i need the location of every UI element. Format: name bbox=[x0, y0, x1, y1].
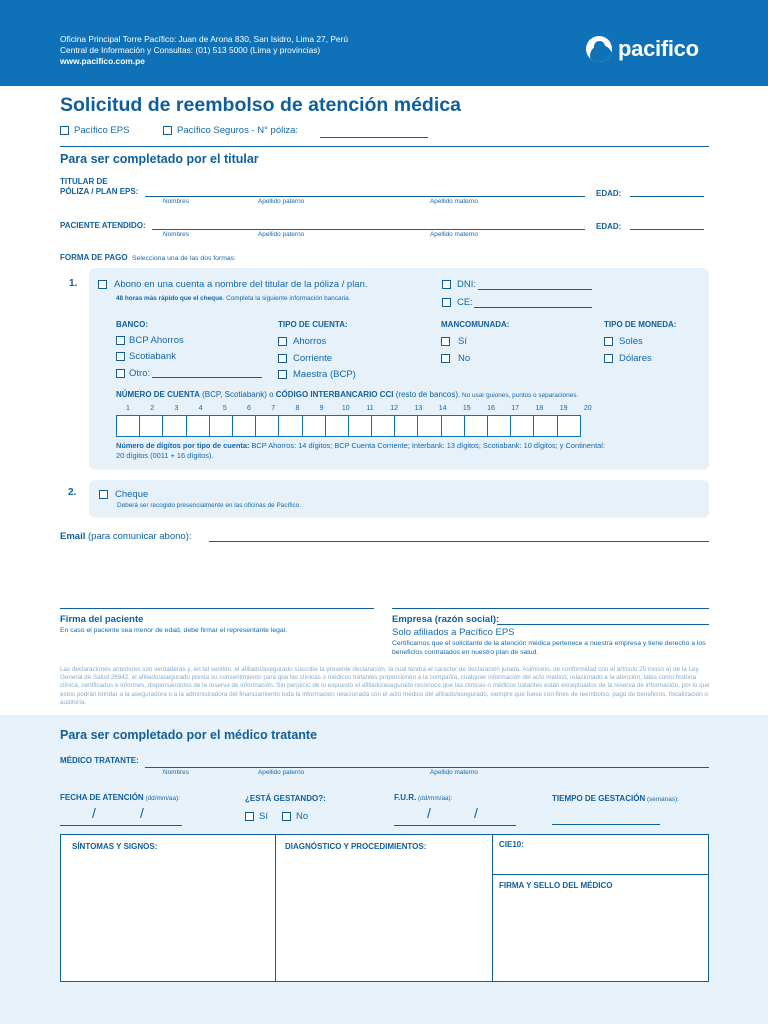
pago2-number: 2. bbox=[68, 487, 77, 498]
option-cheque[interactable] bbox=[99, 489, 148, 500]
digit-index-11: 11 bbox=[366, 405, 374, 412]
cuenta-heading-b1: NÚMERO DE CUENTA bbox=[116, 390, 200, 399]
medico-label: MÉDICO TRATANTE: bbox=[60, 756, 139, 765]
legal-declaration: Las declaraciones anteriores son verdaderas y, en tal sentido, el afiliado/asegurado suscribe la presente declaración, la cual tendrá el carácter de declaración jurada. Asimismo, de conformidad con el artículo 25 inciso a) de la Ley General de Salud 26842, el afiliado/asegurado presta su consentimiento para que las clínicas o médicos tratantes proporcionen a la compañía, cualquier información del acto médico, relacionado a la atención, tales como historia clínica, certificados e informes, dispensándolos de la reserva de información. Sin perjuicio de lo expuesto el afiliado/asegurado reconoce que las clínicas o médicos tratantes están exceptuados de la reserva de información, por lo que estos podrán brindar a la aseguradora o a la administradora del financiamiento toda la información relacionada con el acto médico del afiliado/asegurado, siempre que fuese con fines de reembolso, pago de beneficios, fiscalización o auditoría. bbox=[60, 666, 710, 706]
digit-index-1: 1 bbox=[126, 405, 130, 412]
abono-hint-text: . Completa la siguiente información bancaria. bbox=[222, 295, 351, 302]
empresa-label: Empresa (razón social): bbox=[392, 614, 500, 625]
forma-pago-label: FORMA DE PAGO bbox=[60, 253, 128, 262]
section-titular-title: Para ser completado por el titular bbox=[60, 152, 259, 166]
titular-edad-label: EDAD: bbox=[596, 189, 622, 198]
titular-materno-caption: Apellido materno bbox=[430, 198, 478, 205]
fecha-atencion-label bbox=[60, 793, 180, 802]
option-seguros[interactable] bbox=[163, 125, 298, 136]
firma-paciente-line[interactable] bbox=[60, 608, 374, 609]
titular-edad-field[interactable] bbox=[630, 196, 704, 197]
medico-materno-caption: Apellido materno bbox=[430, 769, 478, 776]
ce-field[interactable] bbox=[474, 307, 592, 308]
email-field[interactable] bbox=[209, 541, 709, 542]
account-digit-box-7[interactable] bbox=[255, 415, 279, 437]
digit-index-12: 12 bbox=[390, 405, 399, 412]
gestando-si-checkbox[interactable] bbox=[245, 812, 254, 821]
abono-hint bbox=[116, 295, 350, 302]
fecha-atencion-bold: FECHA DE ATENCIÓN bbox=[60, 793, 144, 802]
diagnostico-label: DIAGNÓSTICO Y PROCEDIMIENTOS: bbox=[285, 842, 427, 851]
firma-sello-label: FIRMA Y SELLO DEL MÉDICO bbox=[499, 881, 613, 890]
cheque-checkbox[interactable] bbox=[99, 490, 108, 499]
fur-slash-2: / bbox=[474, 805, 478, 821]
cuenta-heading-n1: (BCP, Scotiabank) o bbox=[199, 390, 276, 399]
account-digit-box-10[interactable] bbox=[325, 415, 349, 437]
fecha-slash-2: / bbox=[140, 805, 144, 821]
otro-field[interactable] bbox=[152, 377, 262, 378]
option-ahorros[interactable] bbox=[278, 336, 326, 347]
fur-slash-1: / bbox=[427, 805, 431, 821]
header-contact-info bbox=[60, 34, 348, 67]
header-website-link[interactable]: www.pacifico.com.pe bbox=[60, 56, 145, 66]
account-digit-box-18[interactable] bbox=[510, 415, 534, 437]
digit-index-3: 3 bbox=[174, 405, 179, 412]
poliza-number-field[interactable] bbox=[320, 137, 428, 138]
fecha-atencion-hint: (dd/mm/aa): bbox=[143, 795, 180, 802]
sintomas-box[interactable] bbox=[60, 834, 276, 982]
header-phones: Central de Información y Consultas: (01) 513 5000 (Lima y provincias) bbox=[60, 45, 321, 55]
empresa-field[interactable] bbox=[497, 624, 709, 625]
digit-index-9: 9 bbox=[319, 405, 324, 412]
dolares-checkbox[interactable] bbox=[604, 354, 613, 363]
option-ce[interactable] bbox=[442, 297, 473, 308]
option-abono[interactable] bbox=[98, 279, 368, 290]
fur-bold: F.U.R. bbox=[394, 793, 417, 802]
empresa-signature-line[interactable] bbox=[392, 608, 709, 609]
option-gestando-no[interactable] bbox=[282, 811, 308, 822]
tiempo-gestacion-field[interactable] bbox=[552, 824, 660, 825]
medico-paterno-caption: Apellido paterno bbox=[258, 769, 305, 776]
email-label-hint: (para comunicar abono): bbox=[85, 531, 192, 542]
medico-name-field[interactable] bbox=[145, 767, 709, 768]
digit-index-20: 20 bbox=[583, 405, 592, 412]
gestando-si-label: Sí bbox=[259, 811, 268, 822]
ahorros-label: Ahorros bbox=[293, 336, 327, 347]
pago2-panel bbox=[89, 480, 709, 518]
paciente-materno-caption: Apellido materno bbox=[430, 231, 478, 238]
account-number-boxes[interactable] bbox=[116, 415, 580, 437]
dni-field[interactable] bbox=[478, 289, 592, 290]
cuenta-heading-n2: (resto de bancos). bbox=[393, 390, 461, 399]
tipo-cuenta-label: TIPO DE CUENTA: bbox=[278, 320, 348, 329]
cheque-hint: Deberá ser recogido presencialmente en las oficinas de Pacífico. bbox=[117, 502, 302, 509]
account-digit-box-4[interactable] bbox=[186, 415, 210, 437]
account-digit-box-9[interactable] bbox=[302, 415, 326, 437]
paciente-edad-field[interactable] bbox=[630, 229, 704, 230]
fur-label bbox=[394, 793, 452, 802]
header-bar bbox=[0, 0, 768, 86]
option-otro[interactable] bbox=[116, 368, 150, 379]
scotiabank-checkbox[interactable] bbox=[116, 352, 125, 361]
scotiabank-label: Scotiabank bbox=[129, 351, 177, 362]
paciente-edad-label: EDAD: bbox=[596, 222, 622, 231]
diagnostico-box[interactable] bbox=[275, 834, 493, 982]
abono-checkbox[interactable] bbox=[98, 280, 107, 289]
fur-field[interactable] bbox=[394, 825, 516, 826]
logo-icon bbox=[586, 36, 612, 62]
paciente-paterno-caption: Apellido paterno bbox=[258, 231, 305, 238]
digitos-note bbox=[116, 441, 606, 461]
account-digit-box-16[interactable] bbox=[464, 415, 488, 437]
digitos-note-bold: Número de dígitos por tipo de cuenta: bbox=[116, 441, 250, 450]
tiempo-gestacion-hint: (semanas): bbox=[645, 796, 679, 803]
firma-sello-box[interactable] bbox=[492, 874, 709, 982]
account-digit-box-8[interactable] bbox=[278, 415, 302, 437]
forma-pago-hint: Selecciona una de las dos formas: bbox=[132, 255, 236, 262]
account-digit-box-2[interactable] bbox=[139, 415, 163, 437]
digit-index-19: 19 bbox=[559, 405, 568, 412]
ahorros-checkbox[interactable] bbox=[278, 337, 287, 346]
soles-checkbox[interactable] bbox=[604, 337, 613, 346]
gestando-no-label: No bbox=[296, 811, 309, 822]
digit-index-15: 15 bbox=[462, 405, 471, 412]
account-digit-box-17[interactable] bbox=[487, 415, 511, 437]
account-digit-box-6[interactable] bbox=[232, 415, 256, 437]
cheque-label: Cheque bbox=[115, 489, 149, 500]
banco-label: BANCO: bbox=[116, 320, 148, 329]
account-digit-box-19[interactable] bbox=[533, 415, 557, 437]
option-scotiabank[interactable] bbox=[116, 351, 176, 362]
pacifico-logo bbox=[586, 36, 699, 62]
option-corriente[interactable] bbox=[278, 353, 332, 364]
account-digit-box-11[interactable] bbox=[348, 415, 372, 437]
digit-index-6: 6 bbox=[247, 405, 251, 412]
mancomunada-si-label: Sí bbox=[458, 336, 467, 347]
titular-label-line2: PÓLIZA / PLAN EPS: bbox=[60, 187, 139, 196]
bcp-label: BCP Ahorros bbox=[129, 335, 184, 346]
digit-index-2: 2 bbox=[150, 405, 155, 412]
option-eps[interactable] bbox=[60, 125, 129, 136]
account-digit-box-15[interactable] bbox=[441, 415, 465, 437]
form-title: Solicitud de reembolso de atención médica bbox=[60, 94, 461, 116]
option-mancomunada-si[interactable] bbox=[441, 336, 467, 347]
digit-index-18: 18 bbox=[535, 405, 544, 412]
email-label-bold: Email bbox=[60, 531, 86, 542]
account-digit-box-13[interactable] bbox=[394, 415, 418, 437]
email-label bbox=[60, 531, 192, 542]
corriente-label: Corriente bbox=[293, 353, 333, 364]
titular-nombres-caption: Nombres bbox=[163, 198, 189, 205]
cuenta-heading-note: No usar guiones, puntos o separaciones. bbox=[460, 392, 579, 399]
digit-index-10: 10 bbox=[341, 405, 350, 412]
firma-paciente-label: Firma del paciente bbox=[60, 614, 144, 625]
tiempo-gestacion-bold: TIEMPO DE GESTACIÓN bbox=[552, 794, 646, 803]
option-soles[interactable] bbox=[604, 336, 643, 347]
digit-index-4: 4 bbox=[198, 405, 203, 412]
section-medico-title: Para ser completado por el médico tratante bbox=[60, 728, 318, 742]
abono-hint-bold: 48 horas más rápido que el cheque bbox=[116, 295, 223, 302]
eps-label: Pacífico EPS bbox=[74, 125, 130, 136]
digit-index-13: 13 bbox=[414, 405, 423, 412]
account-digit-box-12[interactable] bbox=[371, 415, 395, 437]
account-digit-box-5[interactable] bbox=[209, 415, 233, 437]
cie10-box[interactable] bbox=[492, 834, 709, 875]
forma-pago bbox=[60, 247, 236, 265]
mancomunada-si-checkbox[interactable] bbox=[441, 337, 450, 346]
logo-text: pacifico bbox=[618, 36, 699, 61]
titular-name-field[interactable] bbox=[145, 196, 585, 197]
pago1-number: 1. bbox=[69, 278, 78, 289]
corriente-checkbox[interactable] bbox=[278, 354, 287, 363]
option-gestando-si[interactable] bbox=[245, 811, 268, 822]
fecha-atencion-field[interactable] bbox=[60, 825, 182, 826]
digit-index-7: 7 bbox=[271, 405, 276, 412]
seguros-checkbox[interactable] bbox=[163, 126, 172, 135]
digit-index-17: 17 bbox=[511, 405, 520, 412]
mancomunada-no-label: No bbox=[458, 353, 471, 364]
bcp-checkbox[interactable] bbox=[116, 336, 125, 345]
account-digit-box-20[interactable] bbox=[557, 415, 581, 437]
dolares-label: Dólares bbox=[619, 353, 652, 364]
option-dni[interactable] bbox=[442, 279, 476, 290]
ce-checkbox[interactable] bbox=[442, 298, 451, 307]
account-digit-box-3[interactable] bbox=[162, 415, 186, 437]
paciente-label: PACIENTE ATENDIDO: bbox=[60, 221, 146, 230]
dni-checkbox[interactable] bbox=[442, 280, 451, 289]
digit-index-5: 5 bbox=[222, 405, 227, 412]
otro-checkbox[interactable] bbox=[116, 369, 125, 378]
header-address: Oficina Principal Torre Pacífico: Juan de Arona 830, San Isidro, Lima 27, Perú bbox=[60, 34, 349, 44]
digitos-note-text: BCP Ahorros: 14 dígitos; BCP Cuenta Corriente; Interbank: 13 dígitos; Scotiabank: 10 dígitos; y Continental: 20 dígitos (0011 + 16 dígitos). bbox=[116, 441, 605, 460]
titular-label bbox=[60, 177, 138, 197]
certificamos-text: Certificamos que el solicitante de la atención médica pertenece a nuestra empresa y tiene derecho a los beneficios contratados en nuestro plan de salud. bbox=[392, 640, 706, 656]
fecha-slash-1: / bbox=[92, 805, 96, 821]
titular-paterno-caption: Apellido paterno bbox=[258, 198, 305, 205]
tiempo-gestacion-label bbox=[552, 794, 679, 803]
medico-nombres-caption: Nombres bbox=[163, 769, 189, 776]
firma-paciente-hint: En caso el paciente sea menor de edad, debe firmar el representante legal. bbox=[60, 627, 288, 634]
otro-label: Otro: bbox=[129, 368, 151, 379]
solo-afiliados: Solo afiliados a Pacífico EPS bbox=[392, 627, 515, 638]
maestra-label: Maestra (BCP) bbox=[293, 369, 356, 380]
divider bbox=[60, 146, 709, 147]
digit-index-8: 8 bbox=[295, 405, 300, 412]
digit-index-14: 14 bbox=[438, 405, 447, 412]
account-digit-box-14[interactable] bbox=[417, 415, 441, 437]
gestando-no-checkbox[interactable] bbox=[282, 812, 291, 821]
gestando-label: ¿ESTÁ GESTANDO?: bbox=[245, 794, 326, 803]
option-maestra[interactable] bbox=[278, 369, 356, 380]
seguros-label: Pacífico Seguros - N° póliza: bbox=[177, 125, 299, 136]
fur-hint: (dd/mm/aa): bbox=[416, 795, 453, 802]
mancomunada-no-checkbox[interactable] bbox=[441, 354, 450, 363]
dni-label: DNI: bbox=[457, 279, 476, 290]
cuenta-heading-b2: CÓDIGO INTERBANCARIO CCI bbox=[275, 390, 394, 399]
cie10-label: CIE10: bbox=[499, 840, 524, 849]
maestra-checkbox[interactable] bbox=[278, 370, 287, 379]
paciente-name-field[interactable] bbox=[152, 229, 585, 230]
tipo-moneda-label: TIPO DE MONEDA: bbox=[604, 320, 677, 329]
ce-label: CE: bbox=[457, 297, 473, 308]
option-bcp[interactable] bbox=[116, 335, 184, 346]
account-digit-box-1[interactable] bbox=[116, 415, 140, 437]
option-mancomunada-no[interactable] bbox=[441, 353, 470, 364]
mancomunada-label: MANCOMUNADA: bbox=[441, 320, 510, 329]
sintomas-label: SÍNTOMAS Y SIGNOS: bbox=[72, 842, 158, 851]
abono-label: Abono en una cuenta a nombre del titular de la póliza / plan. bbox=[114, 279, 368, 290]
cuenta-heading bbox=[116, 390, 578, 399]
paciente-nombres-caption: Nombres bbox=[163, 231, 189, 238]
eps-checkbox[interactable] bbox=[60, 126, 69, 135]
digit-index-16: 16 bbox=[487, 405, 495, 412]
soles-label: Soles bbox=[619, 336, 643, 347]
option-dolares[interactable] bbox=[604, 353, 652, 364]
titular-label-line1: TITULAR DE bbox=[60, 177, 108, 186]
